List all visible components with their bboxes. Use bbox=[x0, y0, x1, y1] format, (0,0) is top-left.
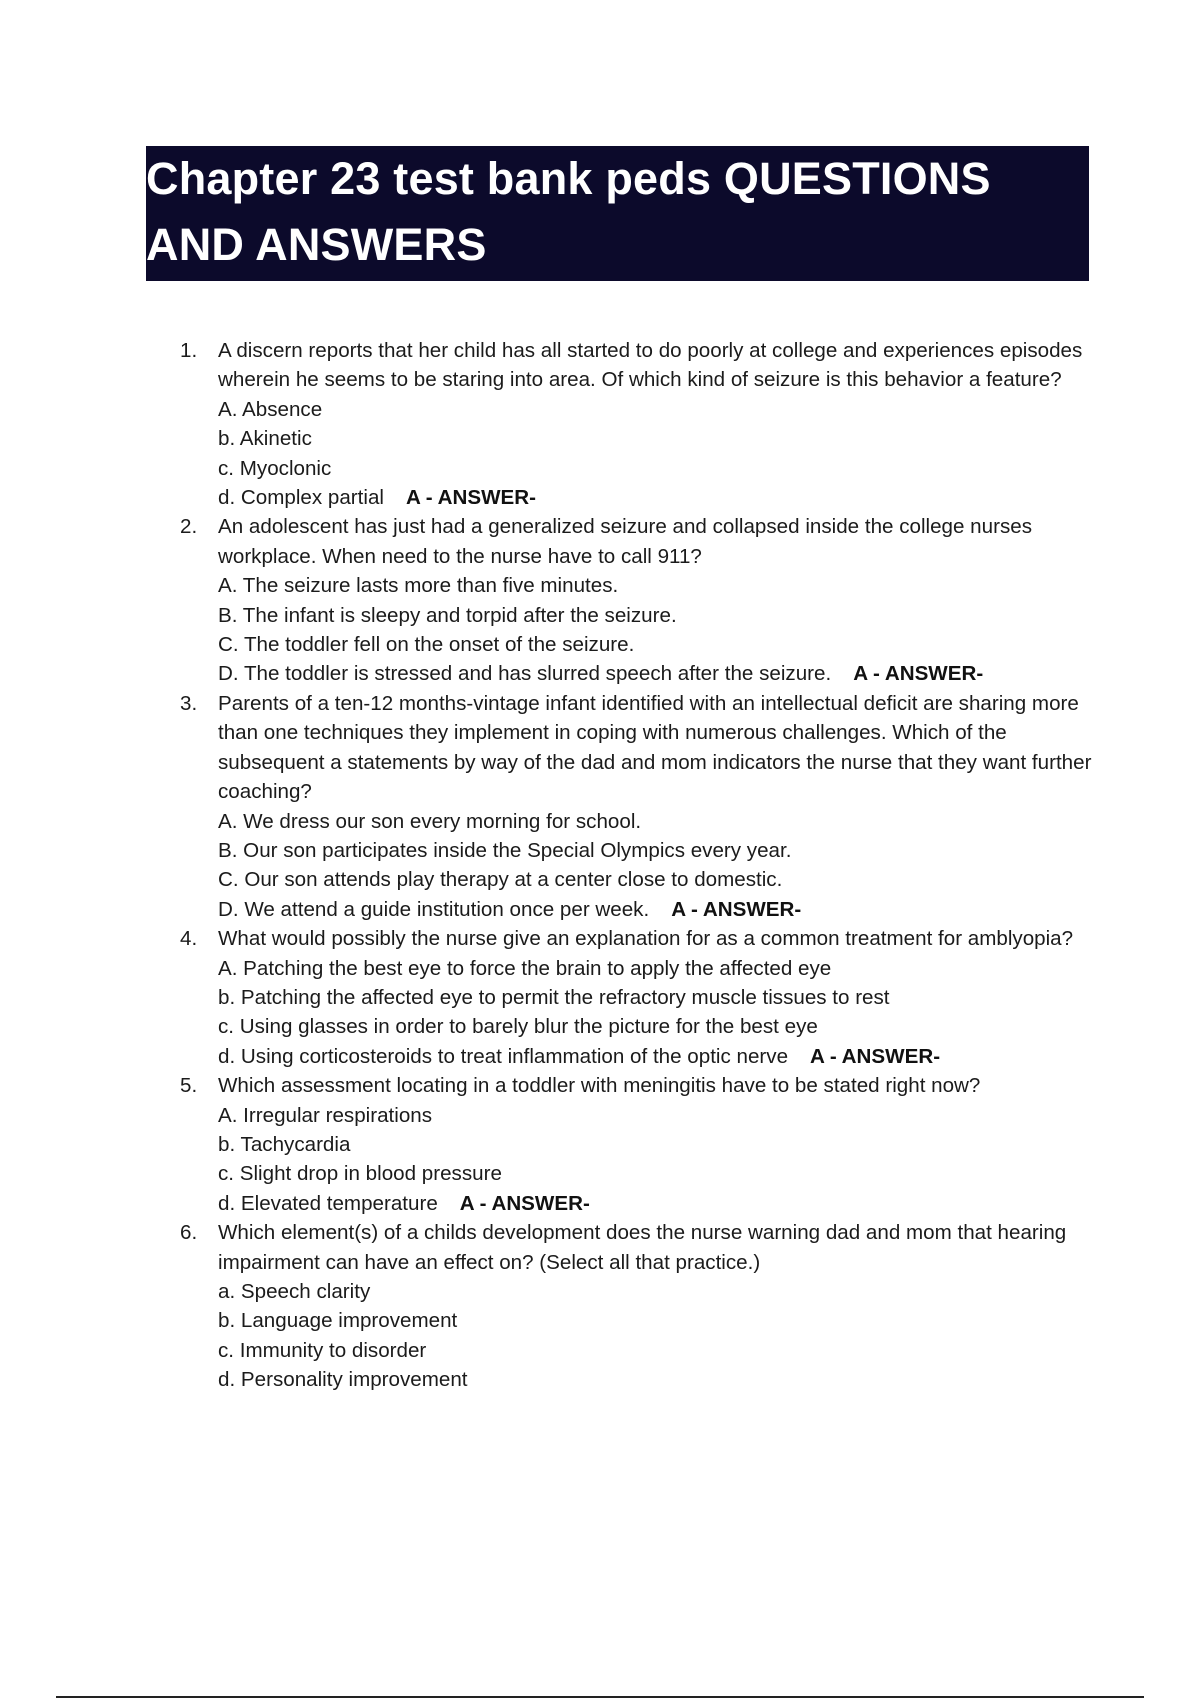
answer-option-text: D. The toddler is stressed and has slurred speech after the seizure. bbox=[218, 662, 832, 686]
answer-option-text: a. Speech clarity bbox=[218, 1280, 371, 1303]
answer-option bbox=[218, 1101, 1095, 1130]
answer-option-text: b. Language improvement bbox=[218, 1309, 458, 1333]
answer-option-text: A. Absence bbox=[218, 397, 323, 421]
answer-option bbox=[218, 807, 1095, 836]
answer-option bbox=[218, 1277, 1095, 1306]
answer-option-text: B. Our son participates inside the Special Olympics every year. bbox=[218, 838, 792, 862]
answer-option-text: d. Personality improvement bbox=[218, 1368, 468, 1392]
answer-option-text: B. The infant is sleepy and torpid after the seizure. bbox=[218, 603, 677, 627]
answer-option bbox=[218, 1130, 1095, 1159]
answer-option bbox=[218, 865, 1095, 894]
answer-option-text: d. Complex partial bbox=[218, 486, 384, 510]
answer-option bbox=[218, 836, 1095, 865]
question-number: 3. bbox=[180, 691, 198, 715]
answer-option-text: A. Irregular respirations bbox=[218, 1103, 433, 1127]
question-text: A discern reports that her child has all started to do poorly at college and experiences episodes wherein he seems to be staring into area. Of which kind of seizure is this behavior a feature? bbox=[218, 339, 1083, 392]
answer-option-text: C. Our son attends play therapy at a center close to domestic. bbox=[218, 868, 783, 892]
question-item bbox=[180, 924, 1095, 1071]
answer-option-text: b. Patching the affected eye to permit the refractory muscle tissues to rest bbox=[218, 985, 890, 1009]
answer-key: A - ANSWER- bbox=[810, 1044, 941, 1068]
title-banner bbox=[146, 146, 1089, 281]
answer-option bbox=[218, 1042, 1095, 1071]
answer-option bbox=[218, 571, 1095, 600]
question-item bbox=[180, 1218, 1095, 1394]
answer-option bbox=[218, 630, 1095, 659]
question-list bbox=[180, 336, 1095, 1395]
question-item bbox=[180, 512, 1095, 688]
answer-option bbox=[218, 395, 1095, 424]
answer-option bbox=[218, 1159, 1095, 1188]
answer-option bbox=[218, 659, 1095, 688]
answer-option-text: d. Elevated temperature bbox=[218, 1191, 438, 1215]
answer-option-text: C. The toddler fell on the onset of the seizure. bbox=[218, 633, 635, 657]
answer-option-text: b. Tachycardia bbox=[218, 1132, 351, 1156]
answer-option-text: A. Patching the best eye to force the brain to apply the affected eye bbox=[218, 956, 832, 980]
answer-option bbox=[218, 424, 1095, 453]
answer-option bbox=[218, 483, 1095, 512]
question-text: Parents of a ten-12 months-vintage infant identified with an intellectual deficit are sharing more than one techniques they implement in coping with numerous challenges. Which of the subsequent a statements by way of the dad and mom indicators the nurse that they want further coaching? bbox=[218, 691, 1092, 804]
answer-option bbox=[218, 1365, 1095, 1394]
question-text: What would possibly the nurse give an explanation for as a common treatment for amblyopia? bbox=[218, 927, 1074, 951]
answer-option-text: c. Immunity to disorder bbox=[218, 1338, 427, 1362]
answer-option-text: D. We attend a guide institution once per week. bbox=[218, 897, 650, 921]
answer-option-text: A. We dress our son every morning for school. bbox=[218, 809, 642, 833]
answer-option bbox=[218, 1189, 1095, 1218]
answer-option bbox=[218, 954, 1095, 983]
answer-option bbox=[218, 1336, 1095, 1365]
answer-key: A - ANSWER- bbox=[459, 1191, 590, 1215]
footer-divider bbox=[56, 1696, 1144, 1698]
answer-option bbox=[218, 1012, 1095, 1041]
question-number: 5. bbox=[180, 1074, 198, 1098]
question-text: Which assessment locating in a toddler with meningitis have to be stated right now? bbox=[218, 1074, 981, 1098]
answer-option bbox=[218, 454, 1095, 483]
answer-key: A - ANSWER- bbox=[405, 486, 536, 510]
answer-key: A - ANSWER- bbox=[671, 897, 802, 921]
answer-option bbox=[218, 601, 1095, 630]
answer-option-text: b. Akinetic bbox=[218, 427, 312, 451]
question-text: Which element(s) of a childs development does the nurse warning dad and mom that hearing impairment can have an effect on? (Select all that practice.) bbox=[218, 1221, 1067, 1274]
answer-option-text: c. Using glasses in order to barely blur the picture for the best eye bbox=[218, 1015, 818, 1039]
answer-option-text: A. The seizure lasts more than five minutes. bbox=[218, 574, 619, 598]
page-title: Chapter 23 test bank peds QUESTIONS AND ANSWERS bbox=[146, 153, 991, 270]
answer-option bbox=[218, 1306, 1095, 1335]
answer-key: A - ANSWER- bbox=[853, 662, 984, 686]
answer-option-text: d. Using corticosteroids to treat inflammation of the optic nerve bbox=[218, 1044, 789, 1068]
question-number: 4. bbox=[180, 927, 198, 951]
question-item bbox=[180, 1071, 1095, 1218]
answer-option bbox=[218, 983, 1095, 1012]
answer-option-text: c. Myoclonic bbox=[218, 456, 332, 480]
question-number: 2. bbox=[180, 515, 198, 539]
question-item bbox=[180, 336, 1095, 512]
question-number: 1. bbox=[180, 339, 198, 362]
answer-option bbox=[218, 895, 1095, 924]
question-item bbox=[180, 689, 1095, 924]
question-number: 6. bbox=[180, 1221, 198, 1245]
question-text: An adolescent has just had a generalized seizure and collapsed inside the college nurses workplace. When need to the nurse have to call 911? bbox=[218, 515, 1032, 568]
answer-option-text: c. Slight drop in blood pressure bbox=[218, 1162, 502, 1186]
